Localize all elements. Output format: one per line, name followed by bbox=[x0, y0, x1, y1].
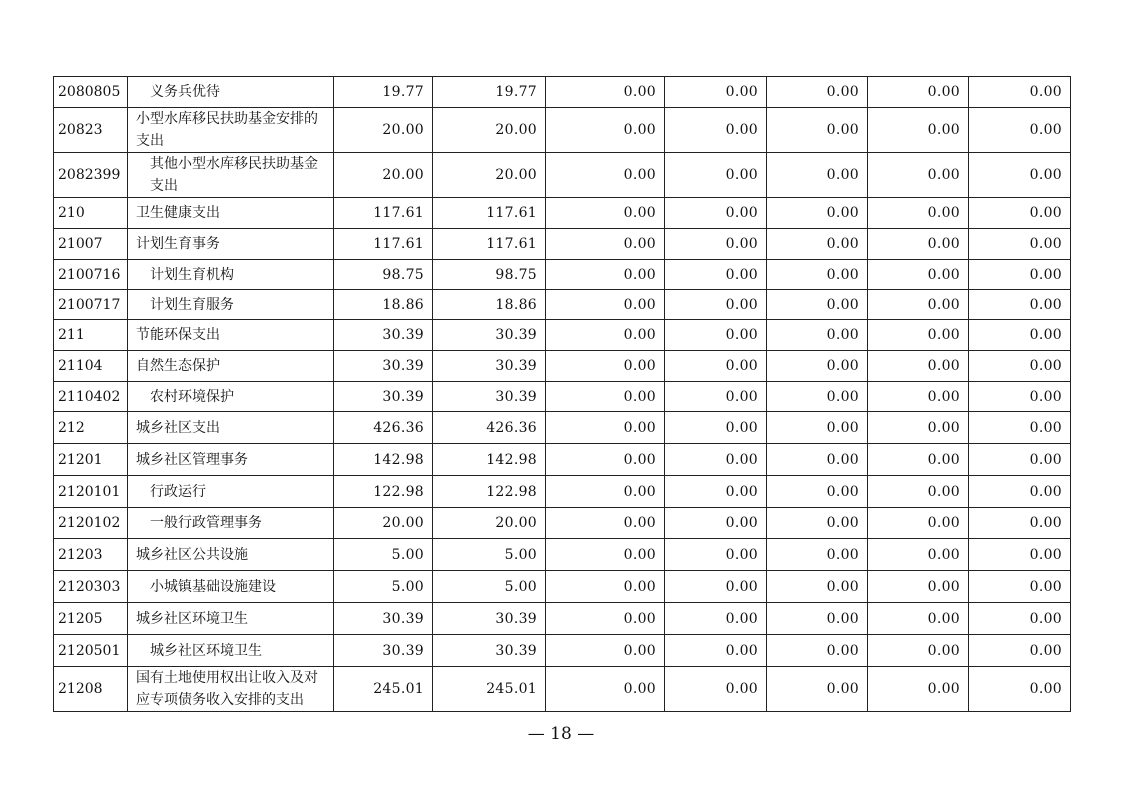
amount-cell: 5.00 bbox=[433, 571, 546, 603]
amount-cell: 0.00 bbox=[767, 539, 868, 571]
subject-code: 21104 bbox=[54, 351, 128, 382]
amount-cell: 0.00 bbox=[665, 290, 767, 320]
amount-cell: 0.00 bbox=[665, 476, 767, 508]
amount-cell: 0.00 bbox=[767, 108, 868, 153]
amount-cell: 0.00 bbox=[546, 260, 665, 290]
amount-cell: 20.00 bbox=[433, 153, 546, 198]
amount-cell: 0.00 bbox=[665, 603, 767, 635]
amount-cell: 142.98 bbox=[334, 444, 433, 476]
amount-cell: 0.00 bbox=[868, 571, 969, 603]
amount-cell: 0.00 bbox=[868, 290, 969, 320]
amount-cell: 0.00 bbox=[969, 476, 1071, 508]
table-row bbox=[54, 539, 1071, 571]
table-row bbox=[54, 260, 1071, 290]
amount-cell: 117.61 bbox=[334, 198, 433, 229]
table-row bbox=[54, 153, 1071, 198]
amount-cell: 0.00 bbox=[767, 635, 868, 667]
amount-cell: 5.00 bbox=[334, 539, 433, 571]
subject-code: 21201 bbox=[54, 444, 128, 476]
table-row bbox=[54, 444, 1071, 476]
amount-cell: 30.39 bbox=[334, 320, 433, 351]
amount-cell: 20.00 bbox=[334, 153, 433, 198]
amount-cell: 5.00 bbox=[334, 571, 433, 603]
amount-cell: 0.00 bbox=[665, 320, 767, 351]
amount-cell: 0.00 bbox=[969, 444, 1071, 476]
table-body bbox=[54, 77, 1071, 712]
amount-cell: 30.39 bbox=[433, 603, 546, 635]
amount-cell: 0.00 bbox=[665, 571, 767, 603]
subject-name: 城乡社区环境卫生 bbox=[128, 603, 334, 635]
amount-cell: 0.00 bbox=[868, 444, 969, 476]
amount-cell: 0.00 bbox=[665, 539, 767, 571]
amount-cell: 20.00 bbox=[334, 108, 433, 153]
table-row bbox=[54, 603, 1071, 635]
subject-code: 2082399 bbox=[54, 153, 128, 198]
subject-code: 2120102 bbox=[54, 508, 128, 539]
amount-cell: 0.00 bbox=[665, 229, 767, 260]
amount-cell: 0.00 bbox=[969, 539, 1071, 571]
amount-cell: 0.00 bbox=[969, 603, 1071, 635]
subject-name: 城乡社区环境卫生 bbox=[128, 635, 334, 667]
amount-cell: 0.00 bbox=[868, 635, 969, 667]
amount-cell: 98.75 bbox=[433, 260, 546, 290]
amount-cell: 0.00 bbox=[546, 229, 665, 260]
subject-code: 2120101 bbox=[54, 476, 128, 508]
amount-cell: 20.00 bbox=[433, 108, 546, 153]
amount-cell: 0.00 bbox=[868, 603, 969, 635]
amount-cell: 0.00 bbox=[969, 229, 1071, 260]
table-row bbox=[54, 382, 1071, 412]
table-row bbox=[54, 667, 1071, 712]
table-row bbox=[54, 351, 1071, 382]
amount-cell: 0.00 bbox=[665, 198, 767, 229]
table-row bbox=[54, 476, 1071, 508]
budget-table bbox=[53, 76, 1071, 712]
subject-name: 自然生态保护 bbox=[128, 351, 334, 382]
amount-cell: 0.00 bbox=[868, 320, 969, 351]
table-row bbox=[54, 320, 1071, 351]
amount-cell: 0.00 bbox=[665, 260, 767, 290]
amount-cell: 117.61 bbox=[433, 198, 546, 229]
amount-cell: 0.00 bbox=[546, 571, 665, 603]
amount-cell: 0.00 bbox=[969, 77, 1071, 108]
amount-cell: 0.00 bbox=[868, 382, 969, 412]
amount-cell: 0.00 bbox=[767, 603, 868, 635]
subject-name: 城乡社区管理事务 bbox=[128, 444, 334, 476]
amount-cell: 0.00 bbox=[868, 539, 969, 571]
subject-code: 21208 bbox=[54, 667, 128, 712]
subject-name: 计划生育事务 bbox=[128, 229, 334, 260]
table-row bbox=[54, 77, 1071, 108]
subject-code: 212 bbox=[54, 412, 128, 444]
amount-cell: 142.98 bbox=[433, 444, 546, 476]
amount-cell: 0.00 bbox=[868, 229, 969, 260]
subject-code: 21205 bbox=[54, 603, 128, 635]
subject-code: 211 bbox=[54, 320, 128, 351]
subject-code: 2080805 bbox=[54, 77, 128, 108]
amount-cell: 245.01 bbox=[334, 667, 433, 712]
table-row bbox=[54, 635, 1071, 667]
amount-cell: 20.00 bbox=[334, 508, 433, 539]
table-row bbox=[54, 198, 1071, 229]
amount-cell: 0.00 bbox=[868, 476, 969, 508]
amount-cell: 0.00 bbox=[546, 476, 665, 508]
amount-cell: 0.00 bbox=[969, 260, 1071, 290]
subject-name: 计划生育服务 bbox=[128, 290, 334, 320]
amount-cell: 0.00 bbox=[969, 108, 1071, 153]
amount-cell: 0.00 bbox=[868, 667, 969, 712]
subject-code: 20823 bbox=[54, 108, 128, 153]
amount-cell: 30.39 bbox=[433, 382, 546, 412]
amount-cell: 0.00 bbox=[665, 77, 767, 108]
amount-cell: 0.00 bbox=[665, 635, 767, 667]
amount-cell: 0.00 bbox=[767, 320, 868, 351]
amount-cell: 0.00 bbox=[969, 667, 1071, 712]
amount-cell: 0.00 bbox=[767, 444, 868, 476]
amount-cell: 30.39 bbox=[334, 635, 433, 667]
amount-cell: 0.00 bbox=[767, 290, 868, 320]
amount-cell: 0.00 bbox=[767, 667, 868, 712]
table-row bbox=[54, 108, 1071, 153]
subject-name: 城乡社区支出 bbox=[128, 412, 334, 444]
amount-cell: 30.39 bbox=[433, 351, 546, 382]
subject-name: 计划生育机构 bbox=[128, 260, 334, 290]
amount-cell: 0.00 bbox=[868, 153, 969, 198]
subject-name: 其他小型水库移民扶助基金支出 bbox=[128, 153, 334, 198]
amount-cell: 0.00 bbox=[868, 260, 969, 290]
amount-cell: 0.00 bbox=[969, 153, 1071, 198]
amount-cell: 0.00 bbox=[546, 603, 665, 635]
amount-cell: 30.39 bbox=[334, 382, 433, 412]
subject-code: 21203 bbox=[54, 539, 128, 571]
amount-cell: 0.00 bbox=[767, 77, 868, 108]
subject-name: 卫生健康支出 bbox=[128, 198, 334, 229]
amount-cell: 0.00 bbox=[767, 508, 868, 539]
amount-cell: 18.86 bbox=[334, 290, 433, 320]
subject-name: 一般行政管理事务 bbox=[128, 508, 334, 539]
amount-cell: 0.00 bbox=[546, 153, 665, 198]
amount-cell: 0.00 bbox=[546, 412, 665, 444]
amount-cell: 18.86 bbox=[433, 290, 546, 320]
table-row bbox=[54, 229, 1071, 260]
amount-cell: 0.00 bbox=[969, 382, 1071, 412]
amount-cell: 426.36 bbox=[433, 412, 546, 444]
page-number: — 18 — bbox=[527, 724, 595, 744]
amount-cell: 0.00 bbox=[969, 198, 1071, 229]
amount-cell: 0.00 bbox=[546, 508, 665, 539]
subject-code: 2110402 bbox=[54, 382, 128, 412]
amount-cell: 0.00 bbox=[868, 351, 969, 382]
amount-cell: 122.98 bbox=[433, 476, 546, 508]
amount-cell: 0.00 bbox=[767, 571, 868, 603]
amount-cell: 30.39 bbox=[433, 635, 546, 667]
amount-cell: 245.01 bbox=[433, 667, 546, 712]
amount-cell: 0.00 bbox=[969, 290, 1071, 320]
amount-cell: 0.00 bbox=[767, 153, 868, 198]
amount-cell: 0.00 bbox=[969, 508, 1071, 539]
amount-cell: 0.00 bbox=[969, 635, 1071, 667]
subject-name: 节能环保支出 bbox=[128, 320, 334, 351]
amount-cell: 0.00 bbox=[969, 320, 1071, 351]
amount-cell: 0.00 bbox=[868, 412, 969, 444]
table-row bbox=[54, 508, 1071, 539]
amount-cell: 19.77 bbox=[433, 77, 546, 108]
amount-cell: 0.00 bbox=[546, 77, 665, 108]
amount-cell: 30.39 bbox=[334, 351, 433, 382]
amount-cell: 20.00 bbox=[433, 508, 546, 539]
amount-cell: 0.00 bbox=[546, 198, 665, 229]
amount-cell: 0.00 bbox=[969, 351, 1071, 382]
amount-cell: 19.77 bbox=[334, 77, 433, 108]
table-row bbox=[54, 412, 1071, 444]
amount-cell: 0.00 bbox=[546, 351, 665, 382]
amount-cell: 0.00 bbox=[767, 351, 868, 382]
amount-cell: 426.36 bbox=[334, 412, 433, 444]
amount-cell: 98.75 bbox=[334, 260, 433, 290]
amount-cell: 0.00 bbox=[665, 508, 767, 539]
amount-cell: 0.00 bbox=[665, 108, 767, 153]
subject-name: 城乡社区公共设施 bbox=[128, 539, 334, 571]
amount-cell: 0.00 bbox=[767, 198, 868, 229]
amount-cell: 0.00 bbox=[665, 412, 767, 444]
amount-cell: 117.61 bbox=[334, 229, 433, 260]
amount-cell: 0.00 bbox=[868, 198, 969, 229]
subject-name: 行政运行 bbox=[128, 476, 334, 508]
subject-code: 2120303 bbox=[54, 571, 128, 603]
amount-cell: 0.00 bbox=[546, 290, 665, 320]
amount-cell: 0.00 bbox=[665, 153, 767, 198]
amount-cell: 0.00 bbox=[969, 412, 1071, 444]
amount-cell: 0.00 bbox=[546, 444, 665, 476]
amount-cell: 0.00 bbox=[969, 571, 1071, 603]
subject-name: 小型水库移民扶助基金安排的支出 bbox=[128, 108, 334, 153]
amount-cell: 0.00 bbox=[868, 508, 969, 539]
table-row bbox=[54, 290, 1071, 320]
subject-name: 小城镇基础设施建设 bbox=[128, 571, 334, 603]
amount-cell: 0.00 bbox=[546, 667, 665, 712]
amount-cell: 0.00 bbox=[868, 108, 969, 153]
amount-cell: 0.00 bbox=[665, 667, 767, 712]
amount-cell: 0.00 bbox=[665, 444, 767, 476]
amount-cell: 30.39 bbox=[433, 320, 546, 351]
amount-cell: 0.00 bbox=[546, 635, 665, 667]
amount-cell: 0.00 bbox=[767, 412, 868, 444]
amount-cell: 0.00 bbox=[665, 351, 767, 382]
amount-cell: 30.39 bbox=[334, 603, 433, 635]
subject-code: 2100717 bbox=[54, 290, 128, 320]
subject-code: 210 bbox=[54, 198, 128, 229]
amount-cell: 122.98 bbox=[334, 476, 433, 508]
amount-cell: 117.61 bbox=[433, 229, 546, 260]
subject-code: 2100716 bbox=[54, 260, 128, 290]
subject-name: 国有土地使用权出让收入及对应专项债务收入安排的支出 bbox=[128, 667, 334, 712]
amount-cell: 0.00 bbox=[767, 476, 868, 508]
subject-code: 21007 bbox=[54, 229, 128, 260]
amount-cell: 0.00 bbox=[546, 320, 665, 351]
amount-cell: 0.00 bbox=[767, 229, 868, 260]
subject-name: 农村环境保护 bbox=[128, 382, 334, 412]
subject-code: 2120501 bbox=[54, 635, 128, 667]
amount-cell: 5.00 bbox=[433, 539, 546, 571]
amount-cell: 0.00 bbox=[767, 382, 868, 412]
amount-cell: 0.00 bbox=[546, 108, 665, 153]
table-row bbox=[54, 571, 1071, 603]
amount-cell: 0.00 bbox=[665, 382, 767, 412]
amount-cell: 0.00 bbox=[546, 382, 665, 412]
amount-cell: 0.00 bbox=[767, 260, 868, 290]
subject-name: 义务兵优待 bbox=[128, 77, 334, 108]
amount-cell: 0.00 bbox=[868, 77, 969, 108]
amount-cell: 0.00 bbox=[546, 539, 665, 571]
